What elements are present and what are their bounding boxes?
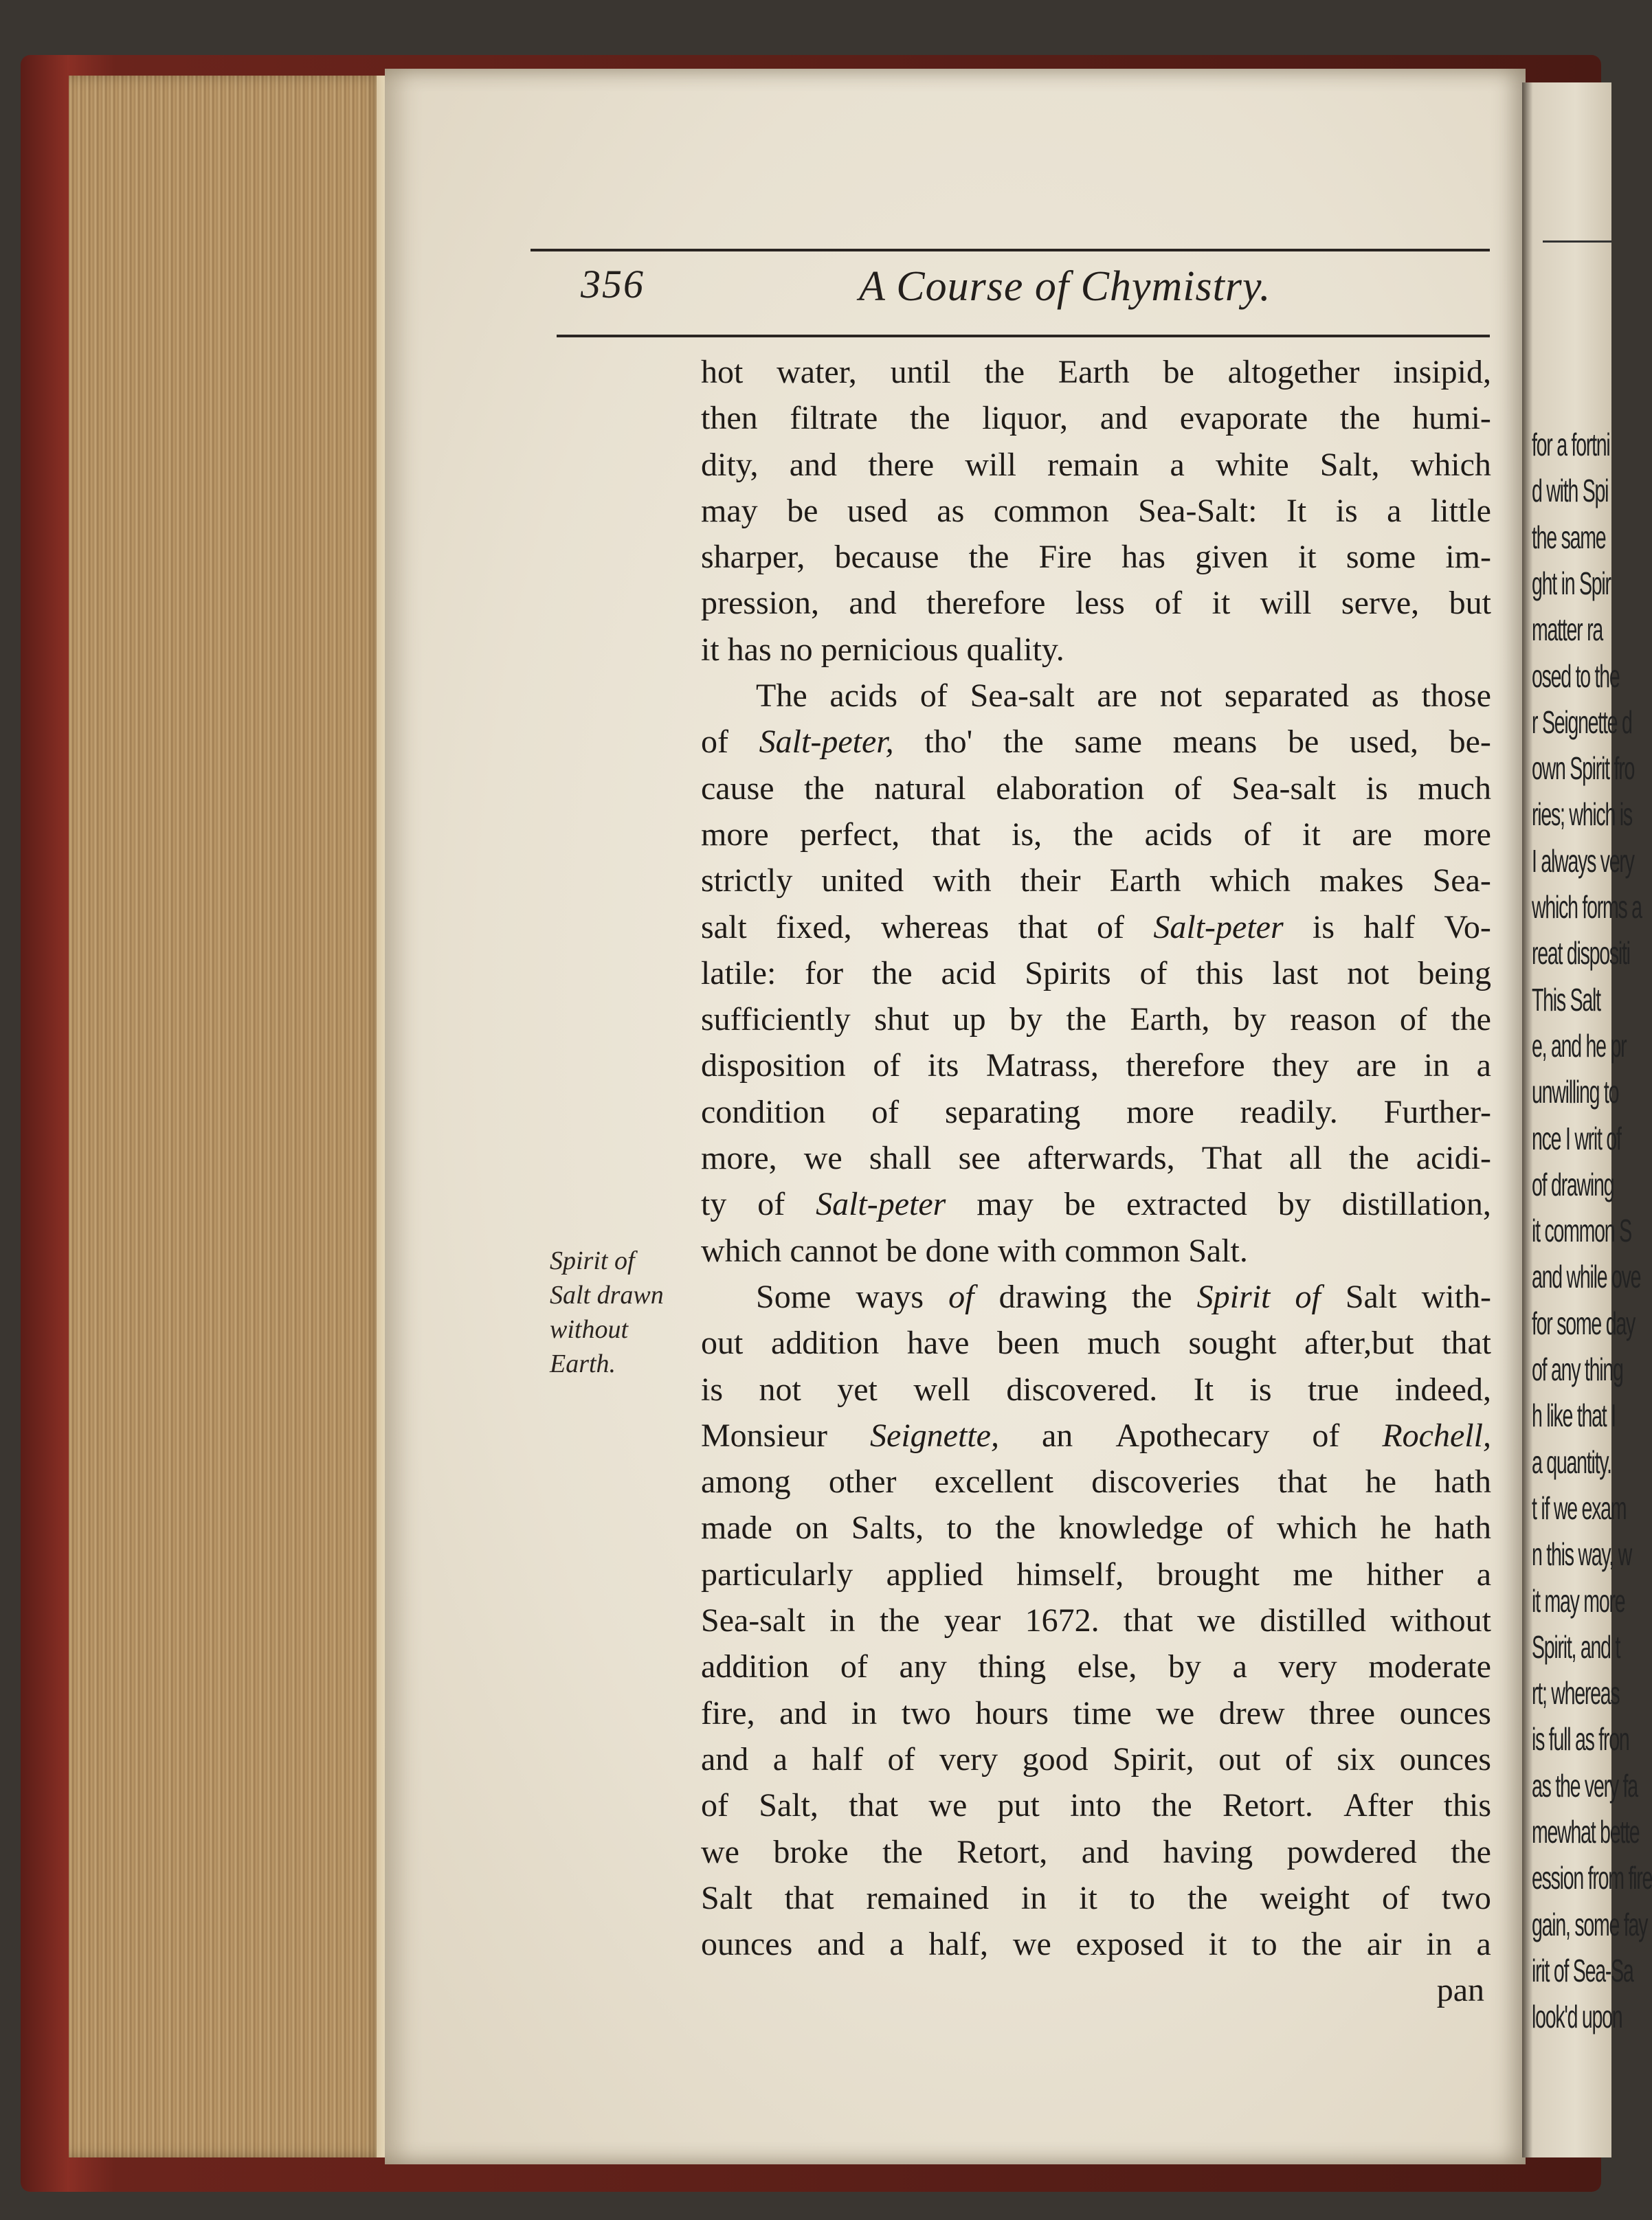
- body-line: and a half of very good Spirit, out of six ounces: [701, 1740, 1491, 1778]
- right-page-line: a quantity.: [1532, 1444, 1611, 1480]
- right-page-line: ries; which is: [1532, 796, 1632, 833]
- body-line: strictly united with their Earth which makes Sea-: [701, 862, 1491, 899]
- right-page-line: rt; whereas: [1532, 1675, 1620, 1712]
- margin-note: [550, 1244, 687, 1381]
- body-line: cause the natural elaboration of Sea-salt is much: [701, 770, 1491, 807]
- right-page-line: r Seignette d: [1532, 704, 1632, 740]
- body-line: latile: for the acid Spirits of this last not being: [701, 954, 1491, 991]
- page-number: 356: [581, 262, 645, 306]
- right-page-line: h like that I: [1532, 1398, 1616, 1434]
- catchword: pan: [1436, 1972, 1484, 2009]
- right-page-line: osed to the: [1532, 658, 1620, 694]
- body-line: addition of any thing else, by a very moderate: [701, 1648, 1491, 1685]
- right-page-line: t if we exam: [1532, 1490, 1627, 1526]
- body-line: dity, and there will remain a white Salt, which: [701, 446, 1491, 483]
- right-page-edge: [1522, 82, 1652, 2157]
- right-page-line: unwilling to: [1532, 1074, 1619, 1110]
- page-edges: [69, 76, 385, 2157]
- right-page-line: is full as fron: [1532, 1721, 1629, 1758]
- right-page-line: ession from fire: [1532, 1860, 1652, 1896]
- body-line: more perfect, that is, the acids of it are more: [701, 816, 1491, 853]
- body-line: more, we shall see afterwards, That all the acidi-: [701, 1140, 1491, 1177]
- right-page-line: ght in Spir: [1532, 565, 1611, 601]
- right-page-line: d with Spi: [1532, 473, 1609, 509]
- body-line: Some ways of drawing the Spirit of Salt with-: [756, 1278, 1491, 1315]
- body-line: we broke the Retort, and having powdered the: [701, 1833, 1491, 1870]
- right-page-line: e, and he pr: [1532, 1027, 1627, 1064]
- right-page-line: look'd upon: [1532, 1999, 1622, 2035]
- right-page-line: it may more: [1532, 1582, 1625, 1619]
- right-page-line: and while ove: [1532, 1259, 1641, 1295]
- body-line: it has no pernicious quality.: [701, 631, 1064, 668]
- body-line: out addition have been much sought after,but that: [701, 1325, 1491, 1362]
- right-page-line: This Salt: [1532, 981, 1600, 1018]
- right-page-line: of drawing: [1532, 1166, 1614, 1202]
- right-page-line: I always very: [1532, 842, 1634, 879]
- body-line: among other excellent discoveries that he hath: [701, 1464, 1491, 1501]
- body-line: hot water, until the Earth be altogether insipid,: [701, 354, 1491, 390]
- body-line: Salt that remained in it to the weight of two: [701, 1879, 1491, 1916]
- body-line: sufficiently shut up by the Earth, by reason of the: [701, 1001, 1491, 1038]
- margin-note-line: without: [550, 1315, 629, 1344]
- running-title: A Course of Chymistry.: [859, 263, 1271, 310]
- right-page-line: Spirit, and t: [1532, 1628, 1620, 1665]
- right-page-line: for some day: [1532, 1305, 1635, 1341]
- right-page-line: nce I writ of: [1532, 1120, 1621, 1156]
- right-page-line: gain, some fay: [1532, 1906, 1648, 1942]
- body-line: particularly applied himself, brought me hither a: [701, 1556, 1491, 1593]
- right-page-line: matter ra: [1532, 612, 1603, 648]
- body-line: Sea-salt in the year 1672. that we distilled without: [701, 1602, 1491, 1639]
- right-page-line: for a fortni: [1532, 427, 1610, 462]
- body-line: made on Salts, to the knowledge of which he hath: [701, 1510, 1491, 1547]
- right-page-rule: [1543, 240, 1611, 243]
- body-line: The acids of Sea-salt are not separated as those: [756, 677, 1491, 715]
- header-rule-top: [531, 249, 1490, 251]
- margin-note-line: Salt drawn: [550, 1281, 664, 1310]
- body-line: disposition of its Matrass, therefore they are in a: [701, 1047, 1491, 1084]
- body-line: pression, and therefore less of it will serve, but: [701, 585, 1491, 622]
- body-line: is not yet well discovered. It is true indeed,: [701, 1371, 1491, 1408]
- right-page-line: of any thing: [1532, 1352, 1623, 1387]
- body-line: of Salt, that we put into the Retort. After this: [701, 1787, 1491, 1824]
- body-line: Monsieur Seignette, an Apothecary of Rochell,: [701, 1417, 1491, 1454]
- right-page-line: n this way, w: [1532, 1536, 1632, 1573]
- body-line: condition of separating more readily. Further-: [701, 1093, 1491, 1130]
- body-line: then filtrate the liquor, and evaporate the humi-: [701, 400, 1491, 437]
- body-line: sharper, because the Fire has given it some im-: [701, 539, 1491, 576]
- margin-note-line: Earth.: [550, 1349, 616, 1378]
- margin-note-line: Spirit of: [550, 1246, 635, 1275]
- right-page-line: reat dispositi: [1532, 935, 1630, 972]
- body-text: [701, 349, 1491, 2014]
- body-line: salt fixed, whereas that of Salt-peter is half Vo-: [701, 908, 1491, 945]
- right-page-line: own Spirit fro: [1532, 750, 1635, 787]
- body-line: fire, and in two hours time we drew three ounces: [701, 1694, 1491, 1731]
- header-rule-bottom: [557, 335, 1490, 337]
- right-page-line: as the very fa: [1532, 1767, 1638, 1804]
- right-page-line: the same: [1532, 519, 1606, 555]
- right-page-line: mewhat bette: [1532, 1814, 1640, 1850]
- right-page-line: irit of Sea-Sa: [1532, 1952, 1633, 1988]
- right-page-line: it common S: [1532, 1213, 1631, 1249]
- body-line: ounces and a half, we exposed it to the air in a: [701, 1926, 1491, 1963]
- body-line: which cannot be done with common Salt.: [701, 1232, 1248, 1269]
- body-line: of Salt-peter, tho' the same means be used, be-: [701, 724, 1491, 761]
- body-line: may be used as common Sea-Salt: It is a little: [701, 492, 1491, 529]
- right-page-line: which forms a: [1532, 889, 1642, 925]
- body-line: ty of Salt-peter may be extracted by distillation,: [701, 1186, 1491, 1223]
